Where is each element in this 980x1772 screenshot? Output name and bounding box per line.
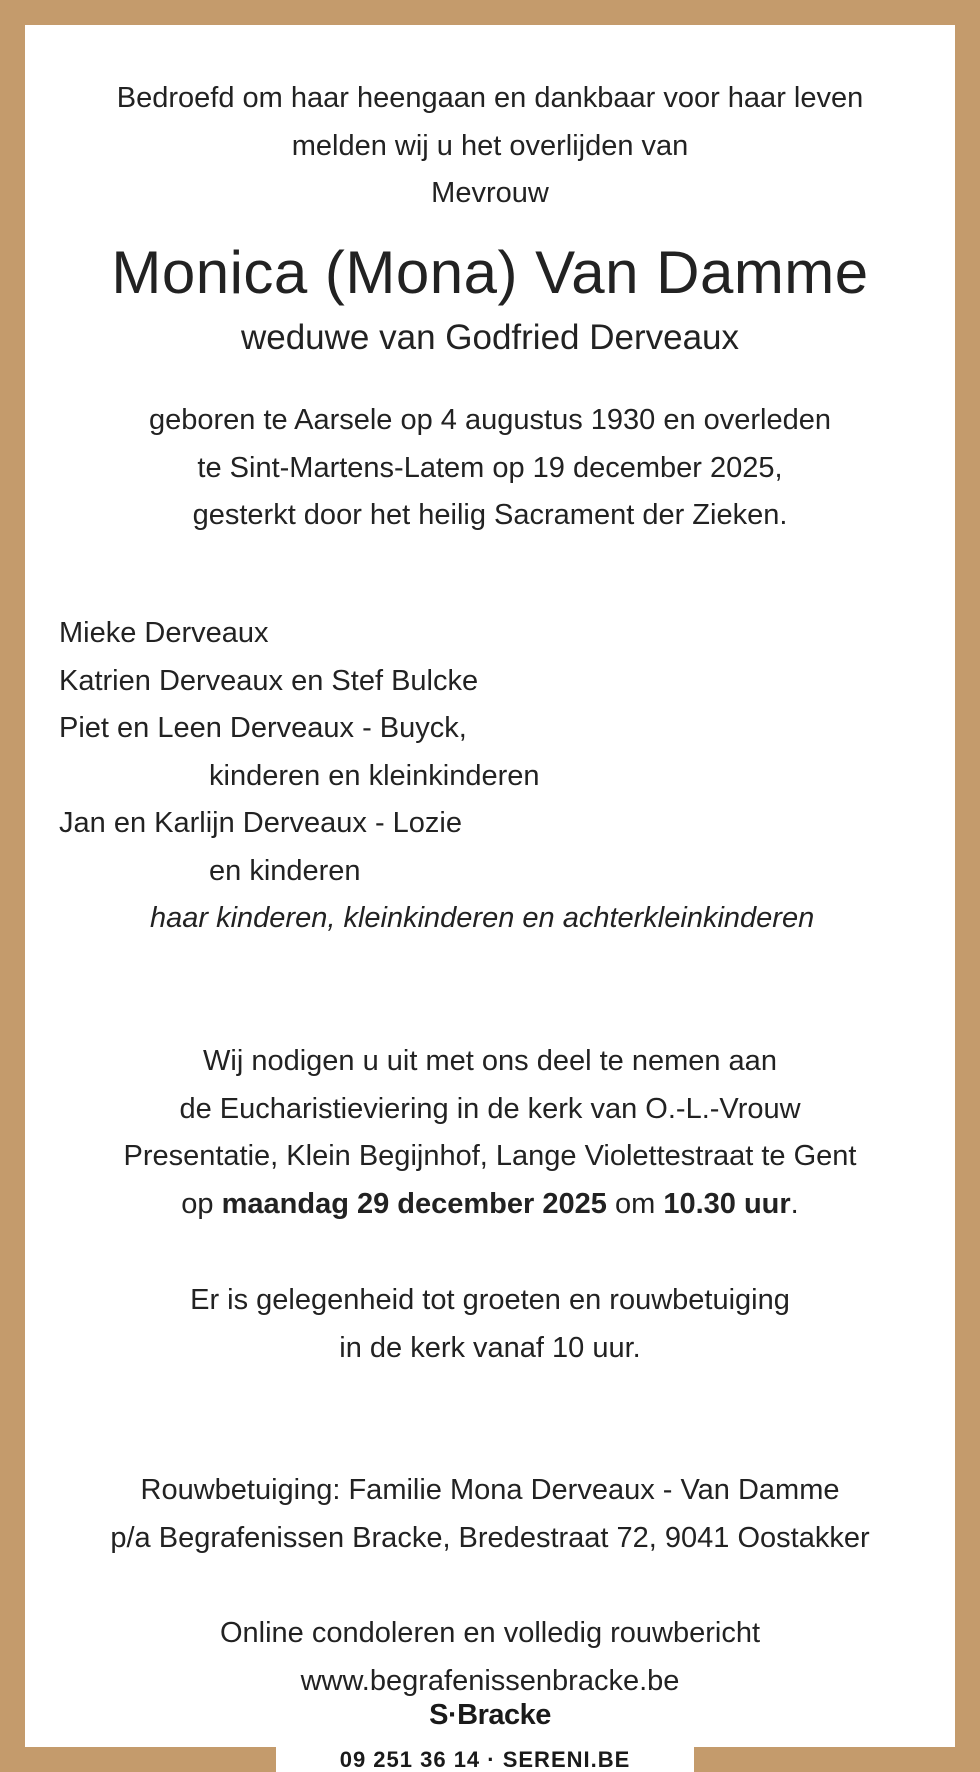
condolence-address-block bbox=[25, 1467, 955, 1562]
website-link[interactable]: www.begrafenissenbracke.be bbox=[300, 1664, 680, 1697]
widow-line: weduwe van Godfried Derveaux bbox=[240, 318, 740, 357]
visit-line: Er is gelegenheid tot groeten en rouwbetuiging bbox=[190, 1284, 790, 1316]
intro-line: Bedroefd om haar heengaan en dankbaar voor haar leven bbox=[116, 82, 864, 114]
address-line: p/a Begrafenissen Bracke, Bredestraat 72, 9041 Oostakker bbox=[110, 1521, 870, 1554]
born-line: gesterkt door het heilig Sacrament der Zieken. bbox=[192, 499, 788, 531]
deceased-name: Monica (Mona) Van Damme bbox=[111, 239, 869, 306]
service-time: 10.30 uur bbox=[663, 1187, 791, 1220]
visitation-block bbox=[25, 1277, 955, 1372]
footer-contact: 09 251 36 14 · SERENI.BE bbox=[276, 1747, 694, 1772]
service-date: maandag 29 december 2025 bbox=[221, 1187, 607, 1220]
invite-line: Presentatie, Klein Begijnhof, Lange Violettestraat te Gent bbox=[123, 1140, 857, 1172]
address-line: Rouwbetuiging: Familie Mona Derveaux - Van Damme bbox=[140, 1474, 840, 1506]
intro-title: Mevrouw bbox=[431, 177, 549, 209]
invite-period: . bbox=[790, 1187, 799, 1220]
invite-line: de Eucharistieviering in de kerk van O.-L.-Vrouw bbox=[179, 1092, 801, 1125]
intro-block bbox=[25, 75, 955, 218]
bracke-logo: S·Bracke bbox=[429, 1699, 551, 1731]
visit-line: in de kerk vanaf 10 uur. bbox=[339, 1331, 641, 1364]
family-block bbox=[59, 610, 955, 943]
online-block bbox=[25, 1610, 955, 1705]
invite-line: Wij nodigen u uit met ons deel te nemen aan bbox=[203, 1045, 777, 1077]
invite-om: om bbox=[614, 1187, 656, 1220]
online-line: Online condoleren en volledig rouwbericht bbox=[219, 1617, 761, 1649]
born-line: te Sint-Martens-Latem op 19 december 2025, bbox=[197, 451, 783, 484]
family-line: Katrien Derveaux en Stef Bulcke bbox=[59, 664, 479, 697]
family-line: Mieke Derveaux bbox=[59, 617, 269, 649]
family-line: en kinderen bbox=[209, 854, 361, 887]
family-closing-line: haar kinderen, kleinkinderen en achterkleinkinderen bbox=[150, 902, 815, 934]
born-line: geboren te Aarsele op 4 augustus 1930 en overleden bbox=[148, 404, 832, 436]
obituary-card bbox=[25, 25, 955, 1747]
family-line: Piet en Leen Derveaux - Buyck, bbox=[59, 712, 467, 744]
invite-date-line bbox=[25, 1181, 955, 1229]
family-line: Jan en Karlijn Derveaux - Lozie bbox=[59, 807, 462, 839]
intro-line: melden wij u het overlijden van bbox=[291, 129, 689, 162]
invitation-block bbox=[25, 1038, 955, 1228]
invite-op: op bbox=[181, 1187, 214, 1220]
birth-death-block bbox=[25, 397, 955, 540]
family-line: kinderen en kleinkinderen bbox=[209, 759, 540, 792]
